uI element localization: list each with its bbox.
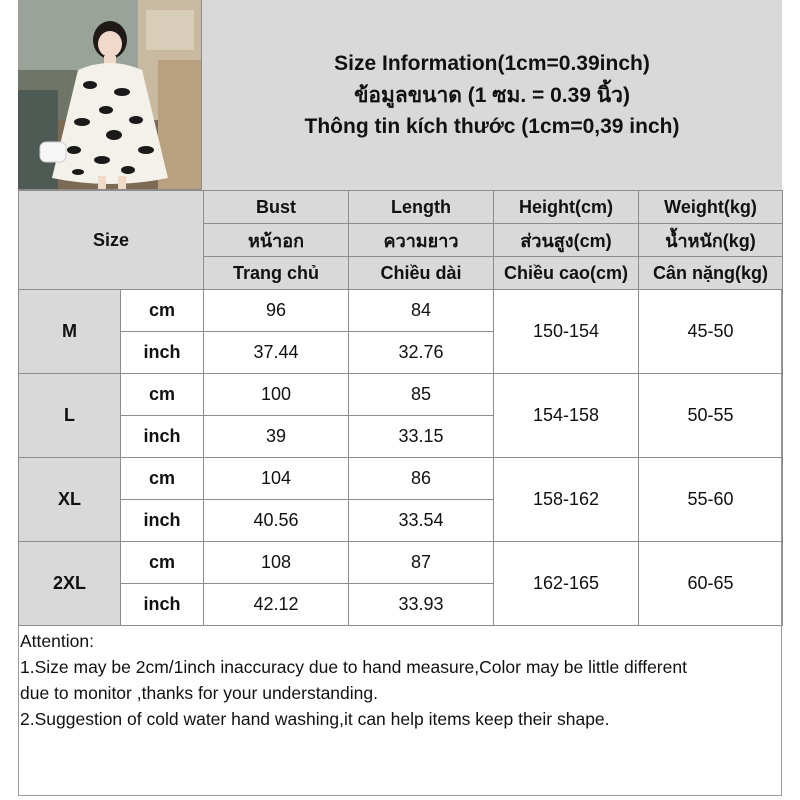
unit-cm: cm [121,542,204,584]
col-bust-vi: Trang chủ [204,257,349,290]
bust-cm: 108 [204,542,349,584]
bust-cm: 96 [204,290,349,332]
height-range: 154-158 [494,374,639,458]
length-inch: 33.54 [349,500,494,542]
size-information-title [202,48,782,143]
title-vietnamese: Thông tin kích thước (1cm=0,39 inch) [304,115,680,138]
unit-inch: inch [121,416,204,458]
length-inch: 33.93 [349,584,494,626]
length-cm: 84 [349,290,494,332]
attention-line-3: 2.Suggestion of cold water hand washing,it can help items keep their shape. [20,709,610,729]
weight-range: 50-55 [639,374,783,458]
attention-notes [20,628,780,732]
attention-line-2: due to monitor ,thanks for your understanding. [20,683,378,703]
attention-line-1: 1.Size may be 2cm/1inch inaccuracy due to hand measure,Color may be little different [20,657,687,677]
length-cm: 87 [349,542,494,584]
attention-heading: Attention: [20,631,94,651]
height-range: 150-154 [494,290,639,374]
col-height-vi: Chiều cao(cm) [494,257,639,290]
length-cm: 85 [349,374,494,416]
size-name-xl: XL [19,458,121,542]
unit-inch: inch [121,332,204,374]
bust-inch: 42.12 [204,584,349,626]
col-weight-en: Weight(kg) [639,191,783,224]
title-english: Size Information(1cm=0.39inch) [334,52,650,75]
col-bust-th: หน้าอก [204,224,349,257]
height-range: 158-162 [494,458,639,542]
col-height-th: ส่วนสูง(cm) [494,224,639,257]
col-height-en: Height(cm) [494,191,639,224]
bust-inch: 39 [204,416,349,458]
bust-inch: 37.44 [204,332,349,374]
col-length-th: ความยาว [349,224,494,257]
bust-cm: 104 [204,458,349,500]
unit-inch: inch [121,584,204,626]
unit-inch: inch [121,500,204,542]
weight-range: 60-65 [639,542,783,626]
size-name-2xl: 2XL [19,542,121,626]
unit-cm: cm [121,374,204,416]
unit-cm: cm [121,458,204,500]
unit-cm: cm [121,290,204,332]
col-length-en: Length [349,191,494,224]
length-inch: 33.15 [349,416,494,458]
height-range: 162-165 [494,542,639,626]
weight-range: 45-50 [639,290,783,374]
table-row [19,542,783,584]
size-table [18,190,783,626]
table-row [19,374,783,416]
weight-range: 55-60 [639,458,783,542]
size-header: Size [19,191,204,290]
bust-cm: 100 [204,374,349,416]
col-length-vi: Chiều dài [349,257,494,290]
title-thai: ข้อมูลขนาด (1 ซม. = 0.39 นิ้ว) [354,83,630,107]
product-photo [18,0,202,190]
size-name-m: M [19,290,121,374]
table-row [19,458,783,500]
col-weight-vi: Cân nặng(kg) [639,257,783,290]
bust-inch: 40.56 [204,500,349,542]
table-row [19,290,783,332]
length-cm: 86 [349,458,494,500]
col-bust-en: Bust [204,191,349,224]
col-weight-th: น้ำหนัก(kg) [639,224,783,257]
length-inch: 32.76 [349,332,494,374]
size-name-l: L [19,374,121,458]
